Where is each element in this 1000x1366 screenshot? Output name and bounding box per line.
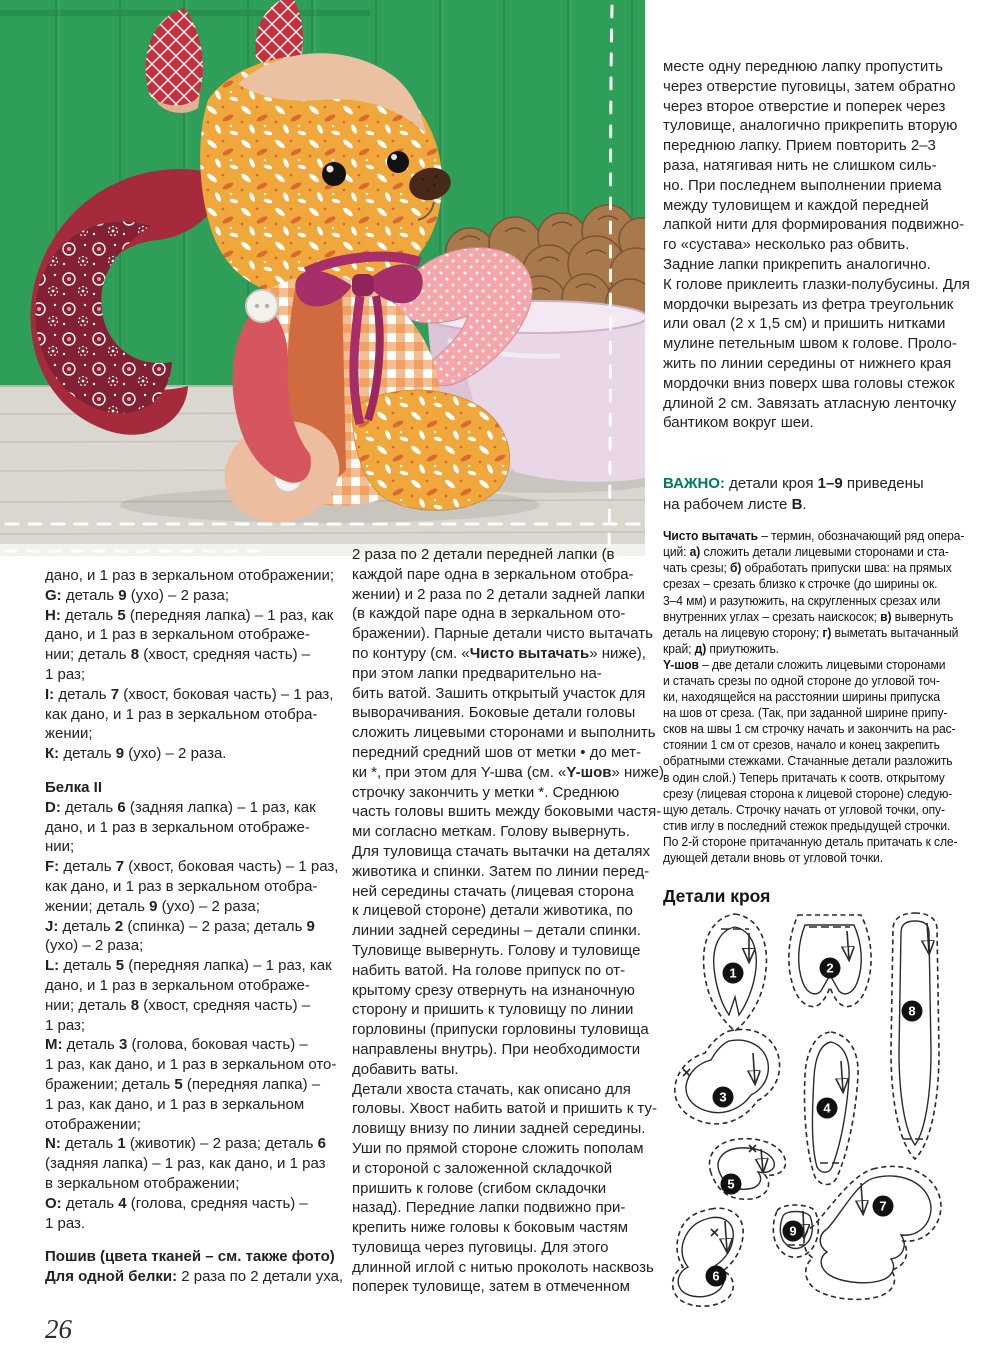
pattern-piece-7 [804,1166,941,1299]
svg-text:8: 8 [908,1003,916,1019]
text-line: дано, и 1 раз в зеркальном отображе- [45,976,310,994]
text-line: переднюю лапку. Прием повторить 2–3 [663,137,936,155]
text-line: направлены внутрь). При необходимости [352,1040,641,1058]
text-line: длинной иглой с нитью проколоть насквозь [352,1258,654,1276]
text-line: к лицевой стороне) детали животика, по [352,902,633,920]
text-line: как дано, и 1 раз в зеркальном отобра- [45,877,318,895]
text-line: ки *, при этом для Y-шва (см. «Y-шов» ниже) [352,763,664,781]
text-line: Туловище вывернуть. Голову и туловище [352,941,641,959]
text-line: добавить ваты. [352,1060,459,1078]
squirrel-eye-left [322,162,346,186]
text-line: нии; [45,838,75,856]
text-line: дано, и 1 раз в зеркальном отображении; [45,567,335,584]
text-line: мордочки вниз поверх шва головы стежок [663,374,955,392]
pattern-piece-5 [709,1139,785,1200]
text-line: Детали хвоста стачать, как описано для [352,1080,631,1098]
text-line: Y-шов – две детали сложить лицевыми сторонами [663,657,946,672]
text-line: срезах – срезать близко к строчке (до ширины ок. [663,577,938,592]
svg-text:3: 3 [719,1089,727,1105]
text-line: сков на швы 1 см строчку начать и закончить на рас- [663,722,956,737]
column-middle [352,545,664,1297]
svg-text:2: 2 [826,960,834,976]
text-line: по контуру (см. «Чисто вытачать» ниже), [352,644,646,662]
text-line: жении; деталь 9 (ухо) – 2 раза; [45,897,260,915]
text-line: стив иглу в последний стежок предыдущей строчки. [663,818,951,833]
text-line: раза, натягивая нить не слишком силь- [663,156,937,174]
text-line: отображении; [45,1115,141,1133]
text-line: Для туловища стачать вытачки на деталях [352,842,650,860]
text-line: щую деталь. Строчку начать от угловой точки, опу- [663,802,945,817]
text-line: 1 раз; [45,1016,86,1034]
pattern-piece-9 [773,1205,818,1257]
text-line: на рабочем листе В. [663,496,807,514]
text-line: 1 раз; [45,665,86,683]
pattern-piece-8 [891,913,939,1159]
text-line: J: деталь 2 (спинка) – 2 раза; деталь 9 [45,917,315,935]
text-line: бражении). Парные детали чисто вытачать [352,625,653,643]
text-line: животика и спинки. Затем по линии перед- [352,862,650,880]
column-left [45,566,350,1287]
text-line: чать срезы; б) обработать припуски шва: на прямых [663,561,952,576]
text-line: го «сустава» несколько раз обвить. [663,236,910,254]
glossary [663,528,970,866]
text-line: крепить ниже головы к боковым частям [352,1219,629,1237]
diagram-title: Детали кроя [663,886,771,907]
important-note [663,473,983,515]
squirrel-toy-photo [0,0,645,556]
text-line: бражении; деталь 5 (передняя лапка) – [45,1075,321,1093]
text-line: ций: а) сложить детали лицевыми сторонами и ста- [663,545,949,560]
text-line: жить по линии середины от нижнего края [663,354,952,372]
text-line: на шов от среза. (Так, при заданной ширине припу- [663,706,948,721]
text-line: в один слой.) Теперь притачать к соотв. открытому [663,770,945,785]
text-line: туловище, аналогично прикрепить вторую [663,117,958,135]
text-line: O: деталь 4 (голова, средняя часть) – [45,1194,308,1212]
text-line: поперек туловище, затем в отмеченном [352,1278,630,1296]
text-line: M: деталь 3 (голова, боковая часть) – [45,1036,308,1054]
text-line: головы. Хвост набить ватой и пришить к ту- [352,1100,657,1118]
text-line: G: деталь 9 (ухо) – 2 раза; [45,586,229,604]
text-line: туловища через пуговицы. Для этого [352,1238,609,1256]
text-line: ней середины стачать (лицевая сторона [352,882,634,900]
text-line: или овал (2 х 1,5 см) и пришить нитками [663,315,946,333]
text-line: H: деталь 5 (передняя лапка) – 1 раз, как [45,606,334,624]
text-line: сторону и пришить к туловищу по линии [352,1001,634,1019]
pattern-piece-2 [789,915,871,1007]
text-line: N: деталь 1 (животик) – 2 раза; деталь 6 [45,1135,326,1153]
text-line: в зеркальном отображении; [45,1174,240,1192]
text-line: строчку закончить у метки *. Среднюю [352,783,620,801]
text-line: ми согласно меткам. Голову вывернуть. [352,823,630,841]
text-line: но. При последнем выполнении приема [663,176,942,194]
text-line: крытому срезу отвернуть на изнаночную [352,981,635,999]
text-line: нии; деталь 8 (хвост, средняя часть) – [45,996,311,1014]
svg-text:7: 7 [879,1198,887,1214]
text-line: К голове приклеить глазки-полубусины. Для [663,275,970,293]
svg-text:4: 4 [823,1100,831,1116]
text-line: стоянии 1 см от срезов, начало и конец закрепить [663,738,940,753]
photo-illustration [0,0,645,556]
text-line: сложить лицевыми сторонами и выполнить [352,724,656,742]
text-line: Пошив (цвета тканей – см. также фото) [45,1248,335,1266]
text-line: между туловищем и каждой передней [663,196,929,214]
text-line: 3–4 мм) и разутюжить, на скругленных срезах или [663,593,941,608]
svg-text:6: 6 [712,1268,720,1284]
text-line: (ухо) – 2 раза; [45,937,144,955]
text-line: назад). Передние лапки подвижно при- [352,1199,626,1217]
pattern-piece-6 [673,1208,744,1306]
text-line: D: деталь 6 (задняя лапка) – 1 раз, как [45,798,316,816]
text-line: жении; [45,725,93,743]
text-line: набить ватой. На голове припуск по от- [352,961,626,979]
text-line: 1 раз. [45,1214,86,1232]
text-line: часть головы вшить между боковыми частя- [352,803,662,821]
text-line: По 2-й стороне притачанную деталь притачать к сле- [663,834,958,849]
text-line: и стачать срезы по одной стороне до угловой точ- [663,673,940,688]
text-line: Чисто вытачать – термин, обозначающий ряд опера- [663,529,965,544]
text-line: 2 раза по 2 детали передней лапки (в [352,546,615,563]
text-line: как дано, и 1 раз в зеркальном отобра- [45,705,318,723]
column-right [663,57,983,1323]
text-line: пришить к голове (сгибом складочки [352,1179,607,1197]
svg-text:5: 5 [727,1176,735,1192]
text-line: Белка II [45,778,103,796]
text-line: через второе отверстие и поперек через [663,97,946,115]
text-line: передний средний шов от метки • до мет- [352,743,641,761]
text-line: выворачивания. Боковые детали головы [352,704,636,722]
text-line: бантиком вокруг шеи. [663,414,814,432]
text-line: (задняя лапка) – 1 раз, как дано, и 1 раз [45,1155,326,1173]
text-line: длиной 2 см. Завязать атласную ленточку [663,394,957,412]
text-line: ки, находящейся на расстоянии ширины припуска [663,690,941,705]
text-line: край; д) приутюжить. [663,641,779,656]
pattern-piece-1 [704,914,767,1031]
text-line: и стороной с заложенной складочкой [352,1159,613,1177]
page-number: 26 [45,1314,72,1344]
text-line: обратными стежками. Стачанные детали разложить [663,754,953,769]
text-line: 1 раз, как дано, и 1 раз в зеркальном ото- [45,1056,337,1074]
text-line: деталь на лицевую сторону; г) выметать вытачанный [663,625,959,640]
svg-text:1: 1 [729,965,737,981]
pattern-piece-4 [804,1032,858,1185]
text-line: мордочки вырезать из фетра треугольник [663,295,954,313]
text-line: Уши по прямой стороне сложить пополам [352,1139,644,1157]
text-line: месте одну переднюю лапку пропустить [663,58,943,75]
text-line: дано, и 1 раз в зеркальном отображе- [45,626,310,644]
text-line: каждой паре одна в зеркальном отобра- [352,565,634,583]
text-line: ВАЖНО: детали кроя 1–9 приведены [663,475,924,493]
text-line: L: деталь 5 (передняя лапка) – 1 раз, как [45,957,332,975]
text-line: при этом лапки предварительно на- [352,664,602,682]
text-line: 1 раз, как дано, и 1 раз в зеркальном [45,1095,305,1113]
text-line: (в каждой паре одна в зеркальном ото- [352,605,626,623]
pattern-diagram [663,911,1000,1323]
svg-text:9: 9 [789,1223,797,1239]
text-line: Задние лапки прикрепить аналогично. [663,255,931,273]
text-line: F: деталь 7 (хвост, боковая часть) – 1 раз, [45,858,339,876]
text-line: через отверстие пуговицы, затем обратно [663,77,956,95]
pattern-piece-3 [675,1030,780,1124]
text-line: К: деталь 9 (ухо) – 2 раза. [45,745,227,763]
text-line: I: деталь 7 (хвост, боковая часть) – 1 раз, [45,685,334,703]
text-line: срезу (лицевая сторона к лицевой стороне) следую- [663,786,953,801]
text-line: бить ватой. Зашить открытый участок для [352,684,646,702]
text-line: дующей детали вновь от угловой точки. [663,851,883,866]
text-line: ловищу внизу по линии задней середины. [352,1120,646,1138]
right-paragraph [663,57,983,433]
text-line: Для одной белки: 2 раза по 2 детали уха, [45,1268,344,1286]
text-line: жении) и 2 раза по 2 детали задней лапки [352,585,645,603]
text-line: нии; деталь 8 (хвост, средняя часть) – [45,646,311,664]
text-line: лапкой нити для формирования подвижно- [663,216,965,234]
text-line: внутренних углах – срезать наискосок; в) вывернуть [663,609,954,624]
text-line: мулине петельным швом к голове. Проло- [663,335,957,353]
shoulder-button [246,290,278,322]
text-line: линии задней середины – детали спинки. [352,922,641,940]
squirrel-eye-right [387,151,409,173]
text-line: дано, и 1 раз в зеркальном отображе- [45,818,310,836]
text-line: горловины (припуски горловины туловища [352,1021,649,1039]
